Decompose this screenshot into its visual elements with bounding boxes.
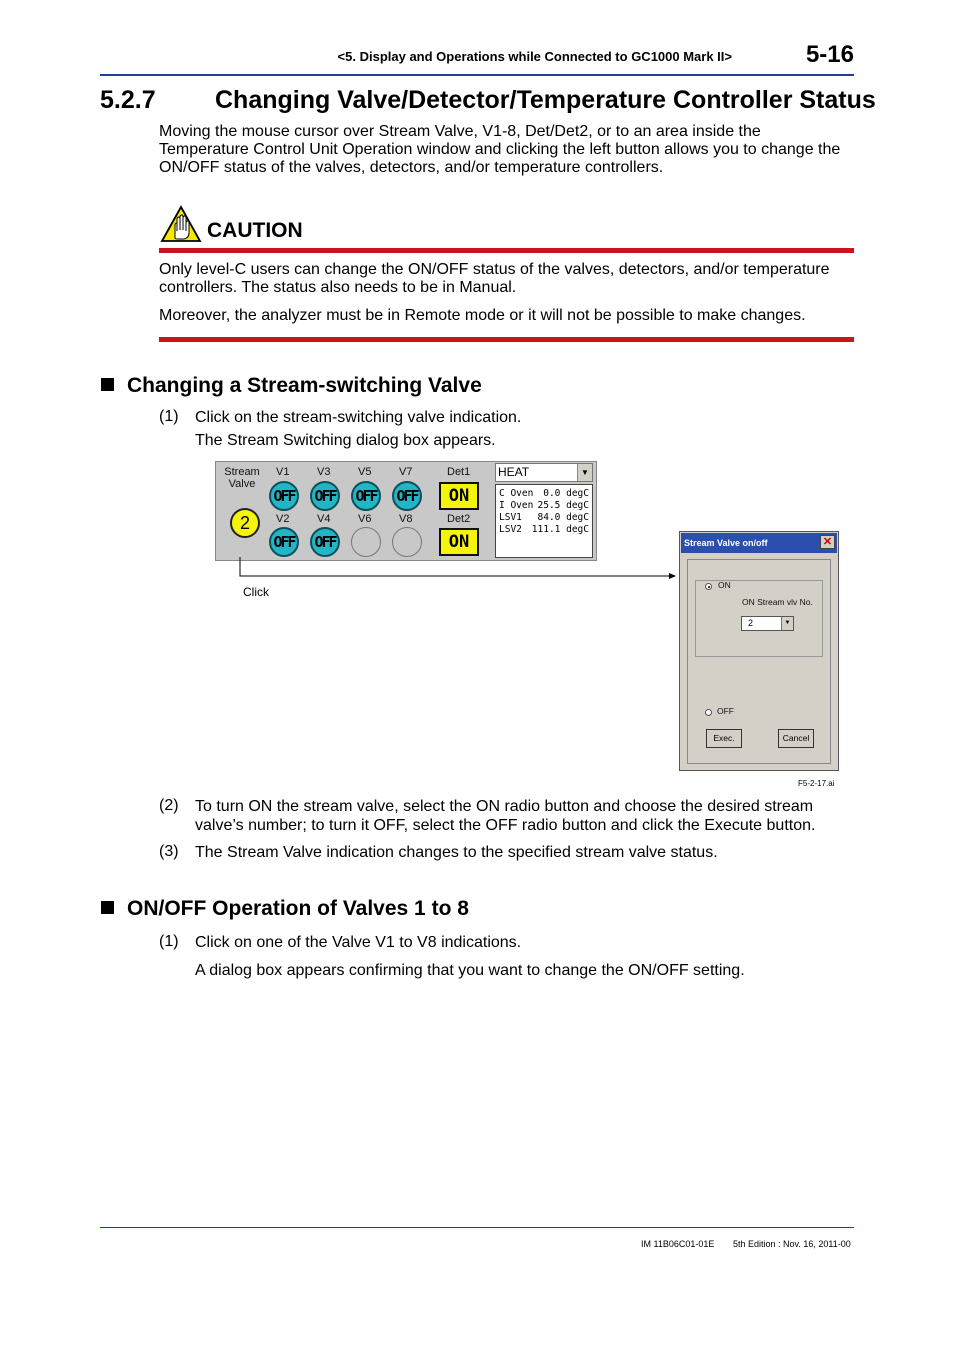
intro-paragraph: Moving the mouse cursor over Stream Valve, V1-8, Det/Det2, or to an area inside the Temperature Control Unit Operation window and clicking the left button allows you to change the ON/OFF status of the valves, detectors, and/or temperature controllers. bbox=[159, 123, 841, 176]
valve-label: V6 bbox=[358, 513, 372, 525]
step-number: (2) bbox=[159, 797, 179, 814]
caution-top-bar bbox=[159, 248, 854, 253]
on-group bbox=[695, 580, 823, 657]
section-number: 5.2.7 bbox=[100, 86, 156, 114]
step-text: To turn ON the stream valve, select the ON radio button and choose the desired stream valve’s number; to turn it OFF, select the OFF radio button and click the Execute button. bbox=[195, 798, 816, 834]
stream-no-label: ON Stream vlv No. bbox=[742, 597, 813, 607]
running-header: <5. Display and Operations while Connected to GC1000 Mark II> bbox=[337, 49, 732, 64]
step-text: Click on the stream-switching valve indication. bbox=[195, 409, 522, 426]
off-radio-label: OFF bbox=[717, 706, 734, 716]
step-subtext: A dialog box appears confirming that you want to change the ON/OFF setting. bbox=[195, 962, 745, 979]
valve-label: V4 bbox=[317, 513, 331, 525]
caution-hand-icon bbox=[160, 205, 202, 243]
step-text: The Stream Valve indication changes to the specified stream valve status. bbox=[195, 844, 718, 861]
caution-title: CAUTION bbox=[207, 219, 303, 242]
valve-v4-indicator[interactable]: OFF bbox=[310, 527, 340, 557]
stream-valve-label: Stream Valve bbox=[224, 466, 260, 490]
page-number: 5-16 bbox=[805, 41, 854, 68]
dialog-title: Stream Valve on/off bbox=[681, 533, 837, 553]
valve-label: V2 bbox=[276, 513, 290, 525]
temp-row: C Oven 0.0 degC bbox=[499, 488, 589, 499]
footer-doc-id: IM 11B06C01-01E bbox=[641, 1239, 715, 1249]
step-number: (3) bbox=[159, 843, 179, 860]
stream-no-select[interactable]: 2 ▼ bbox=[741, 616, 794, 631]
valves-section-heading: ON/OFF Operation of Valves 1 to 8 bbox=[101, 897, 469, 921]
valve-v7-indicator[interactable]: OFF bbox=[392, 481, 422, 511]
det2-label: Det2 bbox=[447, 513, 471, 525]
close-icon[interactable]: ✕ bbox=[820, 535, 835, 549]
valve-label: V1 bbox=[276, 466, 290, 478]
footer-edition: 5th Edition : Nov. 16, 2011-00 bbox=[733, 1239, 851, 1249]
caution-text-2: Moreover, the analyzer must be in Remote mode or it will not be possible to make changes. bbox=[159, 307, 806, 324]
footer-rule bbox=[100, 1227, 854, 1228]
step-subtext: The Stream Switching dialog box appears. bbox=[195, 432, 496, 449]
exec-button[interactable]: Exec. bbox=[706, 729, 742, 748]
step-number: (1) bbox=[159, 408, 179, 425]
valve-v3-indicator[interactable]: OFF bbox=[310, 481, 340, 511]
temp-row: LSV2 111.1 degC bbox=[499, 524, 589, 535]
temp-row: LSV1 84.0 degC bbox=[499, 512, 589, 523]
chevron-down-icon[interactable]: ▼ bbox=[781, 617, 793, 630]
valve-label: V5 bbox=[358, 466, 372, 478]
on-radio[interactable] bbox=[705, 583, 712, 590]
step-text: Click on one of the Valve V1 to V8 indications. bbox=[195, 934, 522, 951]
valve-label: V7 bbox=[399, 466, 413, 478]
on-radio-label: ON bbox=[718, 580, 731, 590]
stream-section-heading: Changing a Stream-switching Valve bbox=[101, 374, 482, 398]
stream-valve-dialog bbox=[679, 531, 839, 771]
valve-label: V8 bbox=[399, 513, 413, 525]
valve-v1-indicator[interactable]: OFF bbox=[269, 481, 299, 511]
det2-indicator[interactable]: ON bbox=[439, 528, 479, 556]
chevron-down-icon[interactable]: ▼ bbox=[577, 464, 592, 481]
valve-v8-indicator[interactable] bbox=[392, 527, 422, 557]
det1-indicator[interactable]: ON bbox=[439, 482, 479, 510]
header-rule bbox=[100, 74, 854, 76]
caution-text: Only level-C users can change the ON/OFF status of the valves, detectors, and/or temperature controllers. The status also needs to be in Manual. bbox=[159, 261, 830, 296]
cancel-button[interactable]: Cancel bbox=[778, 729, 814, 748]
det1-label: Det1 bbox=[447, 466, 471, 478]
valve-v6-indicator[interactable] bbox=[351, 527, 381, 557]
step-number: (1) bbox=[159, 933, 179, 950]
off-radio[interactable] bbox=[705, 709, 712, 716]
section-title: Changing Valve/Detector/Temperature Controller Status bbox=[215, 86, 876, 114]
valve-label: V3 bbox=[317, 466, 331, 478]
heat-select[interactable]: HEAT ▼ bbox=[495, 463, 593, 482]
figure-id: F5-2-17.ai bbox=[798, 779, 835, 788]
stream-valve-panel bbox=[215, 461, 597, 561]
temperature-list[interactable] bbox=[495, 484, 593, 558]
click-callout-line bbox=[230, 555, 680, 585]
square-bullet-icon bbox=[101, 378, 114, 391]
valve-v5-indicator[interactable]: OFF bbox=[351, 481, 381, 511]
square-bullet-icon bbox=[101, 901, 114, 914]
temp-row: I Oven 25.5 degC bbox=[499, 500, 589, 511]
valve-v2-indicator[interactable]: OFF bbox=[269, 527, 299, 557]
stream-valve-indicator[interactable]: 2 bbox=[230, 508, 260, 538]
caution-bottom-bar bbox=[159, 337, 854, 342]
click-label: Click bbox=[243, 585, 269, 599]
